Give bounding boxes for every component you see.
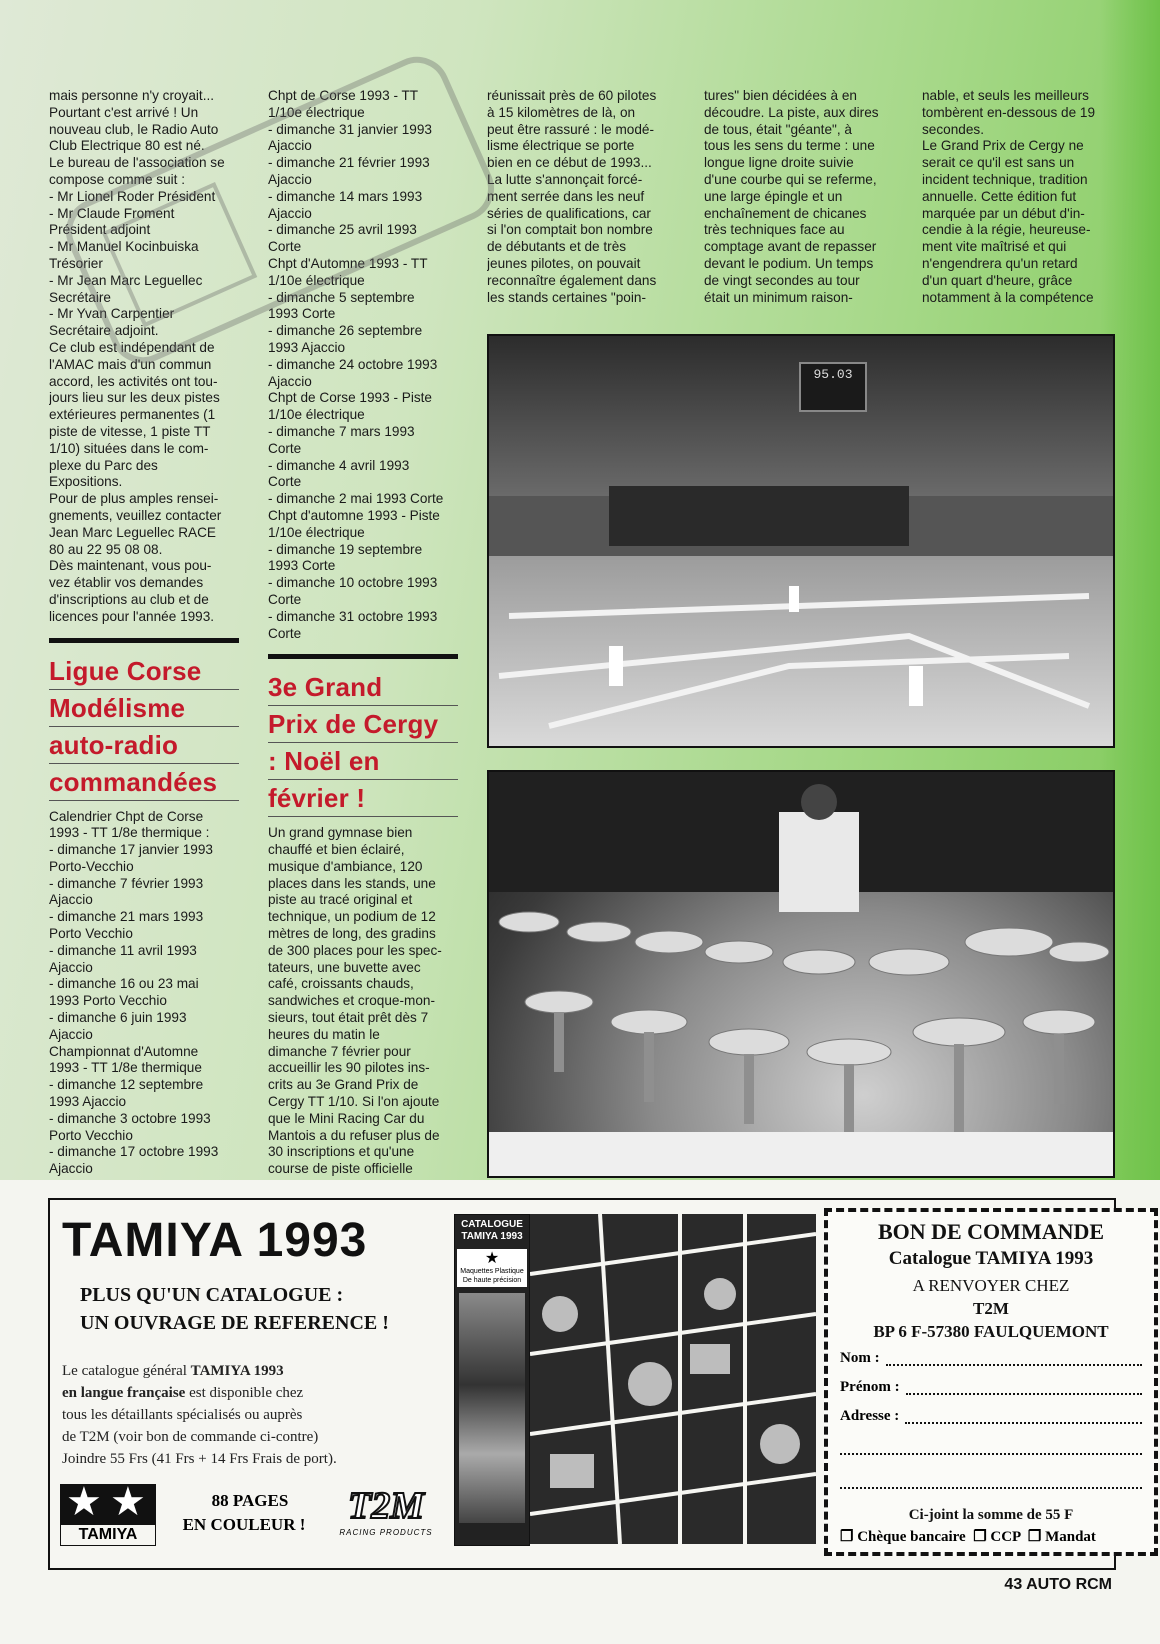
- heading-line: auto-radio: [49, 727, 239, 764]
- page-footer: [990, 1574, 1112, 1596]
- trophy-cups: [489, 772, 1113, 1176]
- text-line: tateurs, une buvette avec: [268, 959, 421, 975]
- order-address: BP 6 F-57380 FAULQUEMONT: [873, 1322, 1109, 1341]
- text-line: - dimanche 10 octobre 1993: [268, 575, 438, 591]
- text-line: - dimanche 6 juin 1993: [49, 1010, 187, 1026]
- col2-article-text: [268, 825, 458, 1178]
- text-line: secondes.: [922, 121, 984, 137]
- text-line: Chpt d'automne 1993 - Piste: [268, 507, 440, 523]
- text-line: course de piste officielle: [268, 1161, 413, 1177]
- text-line: - Mr Jean Marc Leguellec: [49, 272, 203, 288]
- text-line: - dimanche 17 janvier 1993: [49, 842, 213, 858]
- text-line: café, croissants chauds,: [268, 976, 414, 992]
- adresse-field[interactable]: [840, 1408, 1142, 1425]
- text-line: notamment à la compétence: [922, 289, 1094, 305]
- ad-body-line: tous les détaillants spécialisés ou auprès: [62, 1407, 303, 1423]
- text-line: Ajaccio: [49, 1026, 93, 1042]
- catalogue-cover: [454, 1214, 530, 1546]
- star-icon: ★: [484, 1250, 500, 1267]
- section-rule: [49, 638, 239, 643]
- text-line: - dimanche 17 octobre 1993: [49, 1144, 219, 1160]
- text-line: sandwiches et croque-mon-: [268, 993, 435, 1009]
- col1-text: [49, 88, 239, 626]
- text-line: - dimanche 7 mars 1993: [268, 423, 415, 439]
- star-icon: ★: [66, 1480, 102, 1524]
- column-5: [922, 88, 1112, 306]
- ad-pages-1: 88 PAGES: [211, 1491, 289, 1510]
- text-line: technique, un podium de 12: [268, 909, 436, 925]
- text-line: mais personne n'y croyait...: [49, 88, 215, 103]
- text-line: - dimanche 19 septembre: [268, 541, 423, 557]
- text-line: tombèrent en-dessous de 19: [922, 104, 1096, 120]
- text-line: La lutte s'annonçait forcé-: [487, 171, 643, 187]
- text-line: Le Grand Prix de Cergy ne: [922, 138, 1084, 154]
- tamiya-logo-text: TAMIYA: [60, 1524, 156, 1546]
- text-line: d'un quart d'heure, grâce: [922, 272, 1073, 288]
- text-line: 1993 Ajaccio: [49, 1094, 127, 1110]
- text-line: - dimanche 26 septembre: [268, 323, 423, 339]
- text-line: - dimanche 31 octobre 1993: [268, 608, 438, 624]
- text-line: Jean Marc Leguellec RACE: [49, 524, 216, 540]
- text-line: Ajaccio: [268, 373, 312, 389]
- ad-body-line: en langue française est disponible chez: [62, 1385, 304, 1401]
- text-line: de 300 places pour les spec-: [268, 942, 442, 958]
- text-line: d'inscriptions au club et de: [49, 591, 209, 607]
- ad-body-line: Le catalogue général TAMIYA 1993: [62, 1363, 284, 1379]
- column-3: [487, 88, 677, 306]
- text-line: incident technique, tradition: [922, 171, 1088, 187]
- text-line: musique d'ambiance, 120: [268, 858, 423, 874]
- cheque-label: Chèque bancaire: [857, 1529, 966, 1545]
- text-line: - dimanche 21 mars 1993: [49, 909, 204, 925]
- text-line: Corte: [268, 474, 302, 490]
- order-subtitle: Catalogue TAMIYA 1993: [888, 1248, 1094, 1269]
- text-line: - dimanche 25 avril 1993: [268, 222, 417, 238]
- text-line: Corte: [268, 239, 302, 255]
- page-number: 43: [1004, 1576, 1023, 1593]
- magazine-name: AUTO RCM: [1026, 1576, 1112, 1593]
- text-line: 1/10e électrique: [268, 524, 365, 540]
- text-line: marquée par un début d'in-: [922, 205, 1085, 221]
- t2m-logo-subtitle: RACING PRODUCTS: [339, 1528, 433, 1537]
- text-line: 1/10e électrique: [268, 272, 365, 288]
- text-line: dimanche 7 février pour: [268, 1043, 411, 1059]
- section-rule: [268, 654, 458, 659]
- text-line: de tous, était "géante", à: [704, 121, 852, 137]
- text-line: - dimanche 12 septembre: [49, 1077, 204, 1093]
- text-line: 1993 - TT 1/8e thermique :: [49, 825, 210, 841]
- text-line: séries de qualifications, car: [487, 205, 651, 221]
- text-line: Ajaccio: [49, 959, 93, 975]
- text-line: découdre. La piste, aux dires: [704, 104, 879, 120]
- text-line: jours lieu sur les deux pistes: [49, 390, 220, 406]
- text-line: Trésorier: [49, 255, 103, 271]
- text-line: Secrétaire: [49, 289, 111, 305]
- text-line: Ajaccio: [268, 205, 312, 221]
- heading-ligue-corse: [49, 653, 239, 801]
- text-line: Un grand gymnase bien: [268, 825, 413, 841]
- text-line: 1993 Corte: [268, 558, 336, 574]
- text-line: - Mr Manuel Kocinbuiska: [49, 239, 199, 255]
- text-line: réunissait près de 60 pilotes: [487, 88, 657, 103]
- ad-title: TAMIYA 1993: [62, 1214, 368, 1267]
- text-line: - dimanche 24 octobre 1993: [268, 356, 438, 372]
- text-line: une large épingle et un: [704, 188, 843, 204]
- catalogue-spread: [530, 1214, 816, 1544]
- text-line: 1993 Corte: [268, 306, 336, 322]
- text-line: nouveau club, le Radio Auto: [49, 121, 219, 137]
- column-2: [268, 88, 458, 1178]
- text-line: de vingt secondes au tour: [704, 272, 860, 288]
- text-line: de débutants et de très: [487, 239, 627, 255]
- order-form: [824, 1208, 1158, 1556]
- adresse-line-3[interactable]: [840, 1481, 1142, 1489]
- col3-article-text: [487, 88, 677, 306]
- text-line: Chpt d'Automne 1993 - TT: [268, 255, 428, 271]
- text-line: que le Mini Racing Car du: [268, 1110, 425, 1126]
- t2m-logo: [336, 1484, 436, 1544]
- text-line: extérieures permanentes (1: [49, 407, 216, 423]
- text-line: Mantois a du refuser plus de: [268, 1127, 440, 1143]
- text-line: si l'on comptait bon nombre: [487, 222, 653, 238]
- heading-line: commandées: [49, 764, 239, 801]
- text-line: Corte: [268, 440, 302, 456]
- text-line: cendie à la régie, heureuse-: [922, 222, 1091, 238]
- order-sum: Ci-joint la somme de 55 F: [908, 1507, 1074, 1523]
- column-4: [704, 88, 894, 306]
- order-send-to: A RENVOYER CHEZ: [912, 1276, 1070, 1295]
- col1-calendar-text: [49, 809, 239, 1179]
- text-line: piste au tracé original et: [268, 892, 413, 908]
- text-line: serait ce qu'il est sans un: [922, 155, 1075, 171]
- text-line: Porto Vecchio: [49, 926, 133, 942]
- heading-line: Ligue Corse: [49, 653, 239, 690]
- ad-body-text: [62, 1360, 462, 1470]
- text-line: Président adjoint: [49, 222, 151, 238]
- photo-trophies: [487, 770, 1115, 1178]
- text-line: nable, et seuls les meilleurs: [922, 88, 1089, 103]
- text-line: ment serrée dans les neuf: [487, 188, 645, 204]
- text-line: 1/10e électrique: [268, 407, 365, 423]
- text-line: était un minimum raison-: [704, 289, 853, 305]
- catalogue-cover-subtitle: Maquettes Plastique De haute précision: [460, 1268, 524, 1284]
- text-line: n'engendrera qu'un retard: [922, 255, 1078, 271]
- prenom-field[interactable]: [840, 1379, 1142, 1396]
- text-line: bien en ce début de 1993...: [487, 155, 652, 171]
- text-line: l'AMAC mais d'un commun: [49, 356, 212, 372]
- text-line: vez établir vos demandes: [49, 575, 204, 591]
- cheque-checkbox[interactable]: ❐: [840, 1529, 854, 1545]
- text-line: Pourtant c'est arrivé ! Un: [49, 104, 199, 120]
- catalogue-cover-title: CATALOGUE TAMIYA 1993: [461, 1219, 523, 1242]
- text-line: Expositions.: [49, 474, 123, 490]
- ad-body-line: de T2M (voir bon de commande ci-contre): [62, 1429, 319, 1445]
- mandat-checkbox[interactable]: ❐: [1027, 1529, 1042, 1545]
- heading-line: février !: [268, 780, 458, 817]
- text-line: 1/10) situées dans le com-: [49, 440, 209, 456]
- ad-pages-2: EN COULEUR !: [182, 1515, 306, 1534]
- tamiya-logo: [60, 1480, 156, 1546]
- text-line: - dimanche 2 mai 1993 Corte: [268, 491, 444, 507]
- text-line: Le bureau de l'association se: [49, 155, 225, 171]
- track-lines: [489, 556, 1113, 746]
- heading-line: : Noël en: [268, 743, 458, 780]
- prenom-label: Prénom :: [840, 1379, 900, 1395]
- text-line: Ajaccio: [268, 138, 312, 154]
- text-line: licences pour l'année 1993.: [49, 608, 215, 624]
- text-line: 30 inscriptions et qu'une: [268, 1144, 415, 1160]
- adresse-line-2[interactable]: [840, 1447, 1142, 1455]
- col2-calendar-text: [268, 88, 458, 642]
- text-line: - dimanche 21 février 1993: [268, 155, 430, 171]
- text-line: comptage avant de repasser: [704, 239, 877, 255]
- ad-subtitle-2: UN OUVRAGE DE REFERENCE !: [80, 1312, 389, 1334]
- text-line: - dimanche 5 septembre: [268, 289, 415, 305]
- text-line: peut être rassuré : le modé-: [487, 121, 654, 137]
- text-line: ment vite maîtrisé et qui: [922, 239, 1067, 255]
- text-line: Calendrier Chpt de Corse: [49, 808, 204, 824]
- text-line: piste de vitesse, 1 piste TT: [49, 423, 211, 439]
- text-line: places dans les stands, une: [268, 875, 436, 891]
- text-line: annuelle. Cette édition fut: [922, 188, 1077, 204]
- text-line: Cergy TT 1/10. Si l'on ajoute: [268, 1094, 440, 1110]
- text-line: Club Electrique 80 est né.: [49, 138, 205, 154]
- text-line: gnements, veuillez contacter: [49, 507, 222, 523]
- text-line: longue ligne droite suivie: [704, 155, 854, 171]
- text-line: plexe du Parc des: [49, 457, 158, 473]
- text-line: - dimanche 11 avril 1993: [49, 942, 197, 958]
- heading-line: Prix de Cergy: [268, 706, 458, 743]
- scoreboard-readout: 95.03: [813, 367, 853, 382]
- text-line: Ajaccio: [49, 1161, 93, 1177]
- text-line: chauffé et bien éclairé,: [268, 842, 405, 858]
- heading-line: Modélisme: [49, 690, 239, 727]
- mandat-label: Mandat: [1045, 1529, 1096, 1545]
- text-line: - Mr Lionel Roder Président: [49, 188, 216, 204]
- text-line: 1993 Ajaccio: [268, 339, 346, 355]
- text-line: sieurs, tout était prêt dès 7: [268, 1010, 429, 1026]
- text-line: - dimanche 7 février 1993: [49, 875, 204, 891]
- nom-label: Nom :: [840, 1350, 880, 1366]
- text-line: Ce club est indépendant de: [49, 339, 215, 355]
- text-line: lisme électrique se porte: [487, 138, 635, 154]
- tamiya-advert: [48, 1198, 1116, 1570]
- text-line: Corte: [268, 625, 302, 641]
- text-line: Corte: [268, 591, 302, 607]
- text-line: - Mr Yvan Carpentier: [49, 306, 175, 322]
- text-line: enchaînement de chicanes: [704, 205, 867, 221]
- text-line: accueillir les 90 pilotes ins-: [268, 1060, 430, 1076]
- nom-field[interactable]: [840, 1350, 1142, 1367]
- text-line: Chpt de Corse 1993 - TT: [268, 88, 419, 103]
- t2m-logo-text: T2M: [348, 1485, 424, 1527]
- text-line: Porto Vecchio: [49, 1127, 133, 1143]
- order-company: T2M: [973, 1299, 1009, 1318]
- ccp-label: CCP: [990, 1529, 1021, 1545]
- order-title: BON DE COMMANDE: [877, 1219, 1105, 1244]
- photo-gymnasium-track: [487, 334, 1115, 748]
- text-line: Porto-Vecchio: [49, 858, 134, 874]
- text-line: Dès maintenant, vous pou-: [49, 558, 212, 574]
- text-line: - dimanche 31 janvier 1993: [268, 121, 432, 137]
- heading-line: 3e Grand: [268, 669, 458, 706]
- text-line: reconnaître également dans: [487, 272, 657, 288]
- text-line: devant le podium. Un temps: [704, 255, 874, 271]
- text-line: - dimanche 14 mars 1993: [268, 188, 423, 204]
- text-line: à 15 kilomètres de là, on: [487, 104, 636, 120]
- text-line: tous les sens du terme : une: [704, 138, 875, 154]
- text-line: 1/10e électrique: [268, 104, 365, 120]
- text-line: 80 au 22 95 08 08.: [49, 541, 163, 557]
- text-line: Secrétaire adjoint.: [49, 323, 159, 339]
- ad-subtitle-1: PLUS QU'UN CATALOGUE :: [80, 1284, 344, 1306]
- text-line: Ajaccio: [268, 171, 312, 187]
- col5-article-text: [922, 88, 1112, 306]
- text-line: - dimanche 4 avril 1993: [268, 457, 410, 473]
- text-line: d'une courbe qui se referme,: [704, 171, 877, 187]
- text-line: mètres de long, des gradins: [268, 926, 436, 942]
- text-line: tures" bien décidées à en: [704, 88, 857, 103]
- text-line: 1993 - TT 1/8e thermique: [49, 1060, 202, 1076]
- col4-article-text: [704, 88, 894, 306]
- text-line: - Mr Claude Froment: [49, 205, 175, 221]
- text-line: Chpt de Corse 1993 - Piste: [268, 390, 432, 406]
- text-line: Pour de plus amples rensei-: [49, 491, 219, 507]
- text-line: très techniques face au: [704, 222, 845, 238]
- text-line: heures du matin le: [268, 1026, 380, 1042]
- ad-body-line: Joindre 55 Frs (41 Frs + 14 Frs Frais de port).: [62, 1451, 337, 1467]
- text-line: 1993 Porto Vecchio: [49, 993, 167, 1009]
- star-icon: ★: [110, 1480, 146, 1524]
- text-line: accord, les activités ont tou-: [49, 373, 218, 389]
- text-line: - dimanche 3 octobre 1993: [49, 1110, 211, 1126]
- text-line: compose comme suit :: [49, 171, 185, 187]
- text-line: les stands certaines "poin-: [487, 289, 646, 305]
- text-line: Ajaccio: [49, 892, 93, 908]
- payment-options: [828, 1527, 1154, 1546]
- text-line: crits au 3e Grand Prix de: [268, 1077, 419, 1093]
- text-line: Championnat d'Automne: [49, 1043, 199, 1059]
- column-1: [49, 88, 239, 1178]
- heading-grand-prix-cergy: [268, 669, 458, 817]
- text-line: - dimanche 16 ou 23 mai: [49, 976, 199, 992]
- text-line: jeunes pilotes, on pouvait: [487, 255, 641, 271]
- ccp-checkbox[interactable]: ❐: [973, 1529, 987, 1545]
- adresse-label: Adresse :: [840, 1408, 900, 1424]
